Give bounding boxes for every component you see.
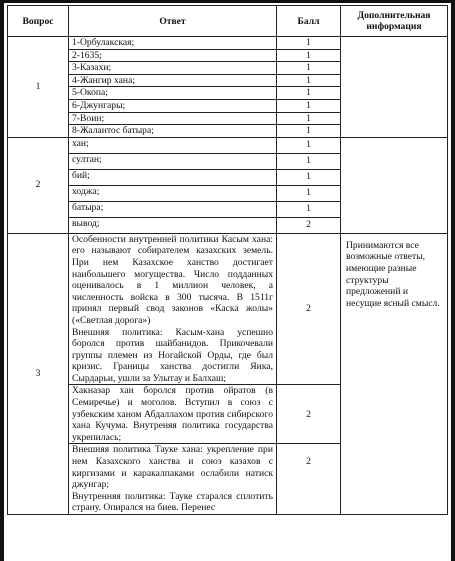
answer-cell: 2-1635; [69,49,277,62]
score-cell: 2 [277,233,341,385]
info-text: Принимаются все возможные ответы, имеющие разные структуры предложений и несущие ясный смысл. [346,239,440,309]
table-row [8,233,448,385]
score-cell: 1 [277,169,341,185]
score-cell: 2 [277,444,341,515]
answer-cell: султан; [69,153,277,169]
score-cell: 1 [277,74,341,87]
answer-paragraph: Внутренняя политика: Тауке старался сплотить страну. Опирался на биев. Перенес [72,490,273,514]
question-number: 3 [8,233,69,514]
answer-cell: 8-Жалантос батыра; [69,125,277,138]
answer-table [7,5,448,515]
answer-cell: вывод; [69,217,277,233]
answer-cell: 3-Казахи; [69,62,277,75]
header-score: Балл [277,6,341,37]
score-cell: 1 [277,37,341,50]
table-row [8,137,448,153]
score-cell: 1 [277,201,341,217]
answer-cell: хан; [69,137,277,153]
info-cell [341,233,448,514]
score-cell: 1 [277,153,341,169]
answer-cell: батыра; [69,201,277,217]
header-answer: Ответ [69,6,277,37]
answer-cell: 6-Джунгары; [69,99,277,112]
answer-paragraph: Хакназар хан боролся против ойратов (в Семиречье) и моголов. Вступил в союз с узбекским ханом Абдаллахом против сибирского хана Кучума. Внутреняя политика государства укрепилась; [72,385,273,443]
answer-cell [69,233,277,385]
answer-cell [69,385,277,444]
score-cell: 1 [277,137,341,153]
score-cell: 1 [277,112,341,125]
answer-cell: ходжа; [69,185,277,201]
answer-cell: 4-Жангир хана; [69,74,277,87]
answer-cell [69,444,277,515]
score-cell: 1 [277,99,341,112]
score-cell: 1 [277,62,341,75]
document-page [4,3,451,561]
answer-paragraph: Особенности внутренней политики Касым хана: его называют собирателем казахских земель. При нем Казахское ханство достигает наибольшего могущества. Число подданных оценивалось в 1 миллион человек, а численность войска в 300 тысяча. В 1511г принял первый свод законов «Каска жолы» («Светлая дорога») [72,233,273,326]
answer-paragraph: Внешняя политика: Касым-хана успешно боролся против шайбанидов. Прикочевали группы племен из Ногайской Орды, где был кризис. Границы ханства достигли Яика, Сырдарьи, ушли за Улытау и Балхаш; [72,326,273,384]
answer-paragraph: Внешняя политика Тауке хана: укрепление при нем Казахского ханства и союз казахов с киргизами и каракалпаками ослабили натиск джунгар; [72,444,273,491]
info-cell [341,137,448,233]
question-number: 2 [8,137,69,233]
score-cell: 2 [277,385,341,444]
header-info: Дополнительная информация [341,6,448,37]
info-cell [341,37,448,138]
question-number: 1 [8,37,69,138]
table-row [8,37,448,50]
answer-cell: 7-Воин; [69,112,277,125]
header-question: Вопрос [8,6,69,37]
score-cell: 1 [277,125,341,138]
score-cell: 2 [277,217,341,233]
answer-cell: 5-Окопа; [69,87,277,100]
score-cell: 1 [277,87,341,100]
answer-cell: 1-Орбулакская; [69,37,277,50]
header-row [8,6,448,37]
answer-cell: бий; [69,169,277,185]
score-cell: 1 [277,49,341,62]
score-cell: 1 [277,185,341,201]
